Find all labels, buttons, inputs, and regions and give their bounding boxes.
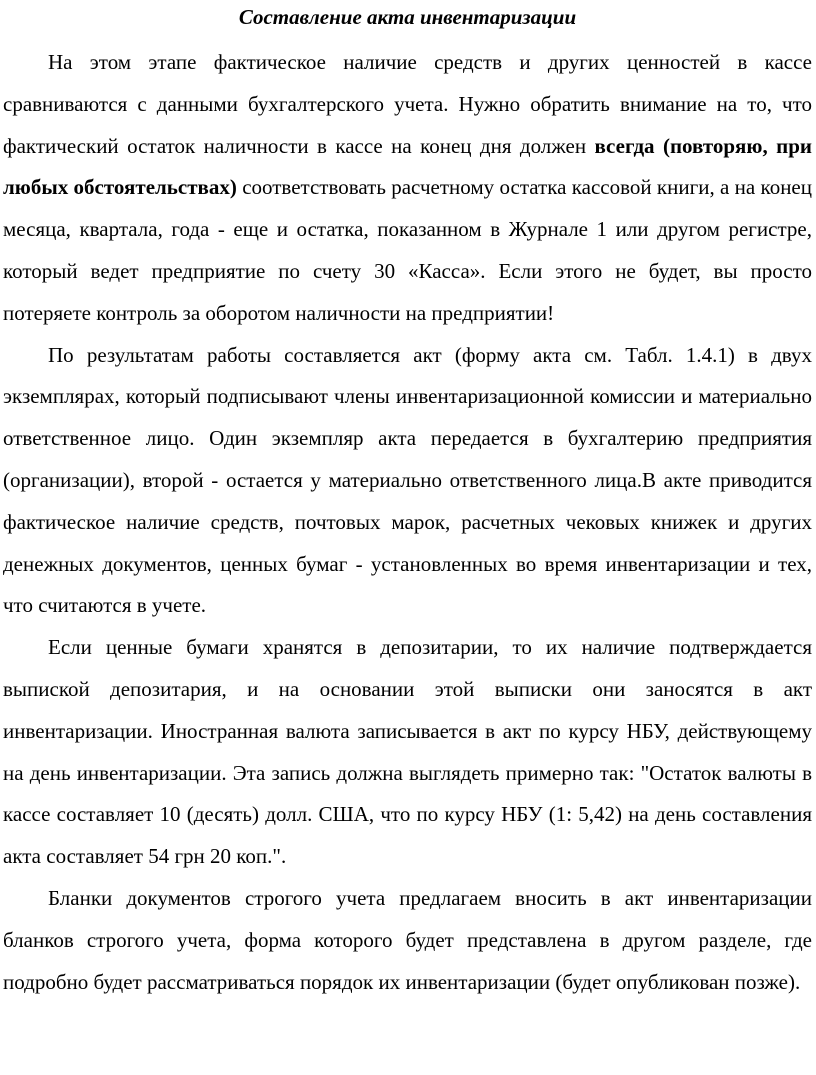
paragraph-2: По результатам работы составляется акт (форму акта см. Табл. 1.4.1) в двух экземплярах, который подписывают члены инвентаризационной комиссии и материально ответственное лицо. Один экземпляр акта передается в бухгалтерию предприятия (организации), второй - остается у материально ответственного лица.В акте приводится фактическое наличие средств, почтовых марок, расчетных чековых книжек и других денежных документов, ценных бумаг - установленных во время инвентаризации и тех, что считаются в учете. (3, 342, 812, 618)
paragraph-4: Бланки документов строгого учета предлагаем вносить в акт инвентаризации бланков строгого учета, форма которого будет представлена в другом разделе, где подробно будет рассматриваться порядок их инвентаризации (будет опубликован позже). (3, 885, 812, 994)
paragraph-1-text-start: На этом этапе фактическое наличие средств и других ценностей в кассе сравниваются с данными бухгалтерского учета. Нужно обратить внимание на то, что фактический остаток наличности в кассе на конец дня должен (3, 50, 812, 158)
paragraph-3: Если ценные бумаги хранятся в депозитарии, то их наличие подтверждается выпиской депозитария, и на основании этой выписки они заносятся в акт инвентаризации. Иностранная валюта записывается в акт по курсу НБУ, действующему на день инвентаризации. Эта запись должна выглядеть примерно так: "Остаток валюты в кассе составляет 10 (десять) долл. США, что по курсу НБУ (1: 5,42) на день составления акта составляет 54 грн 20 коп.". (3, 635, 812, 869)
document-title: Составление акта инвентаризации (238, 5, 577, 29)
paragraph-1-text-end: соответствовать расчетному остатка кассовой книги, а на конец месяца, квартала, года - еще и остатка, показанном в Журнале 1 или другом регистре, который ведет предприятие по счету 30 «Касса». Если этого не будет, вы просто потеряете контроль за оборотом наличности на предприятии! (3, 175, 812, 325)
paragraph-1 (3, 42, 812, 335)
paragraph-1-bold-emphasis: всегда (повторяю, при любых обстоятельствах) (3, 133, 812, 200)
